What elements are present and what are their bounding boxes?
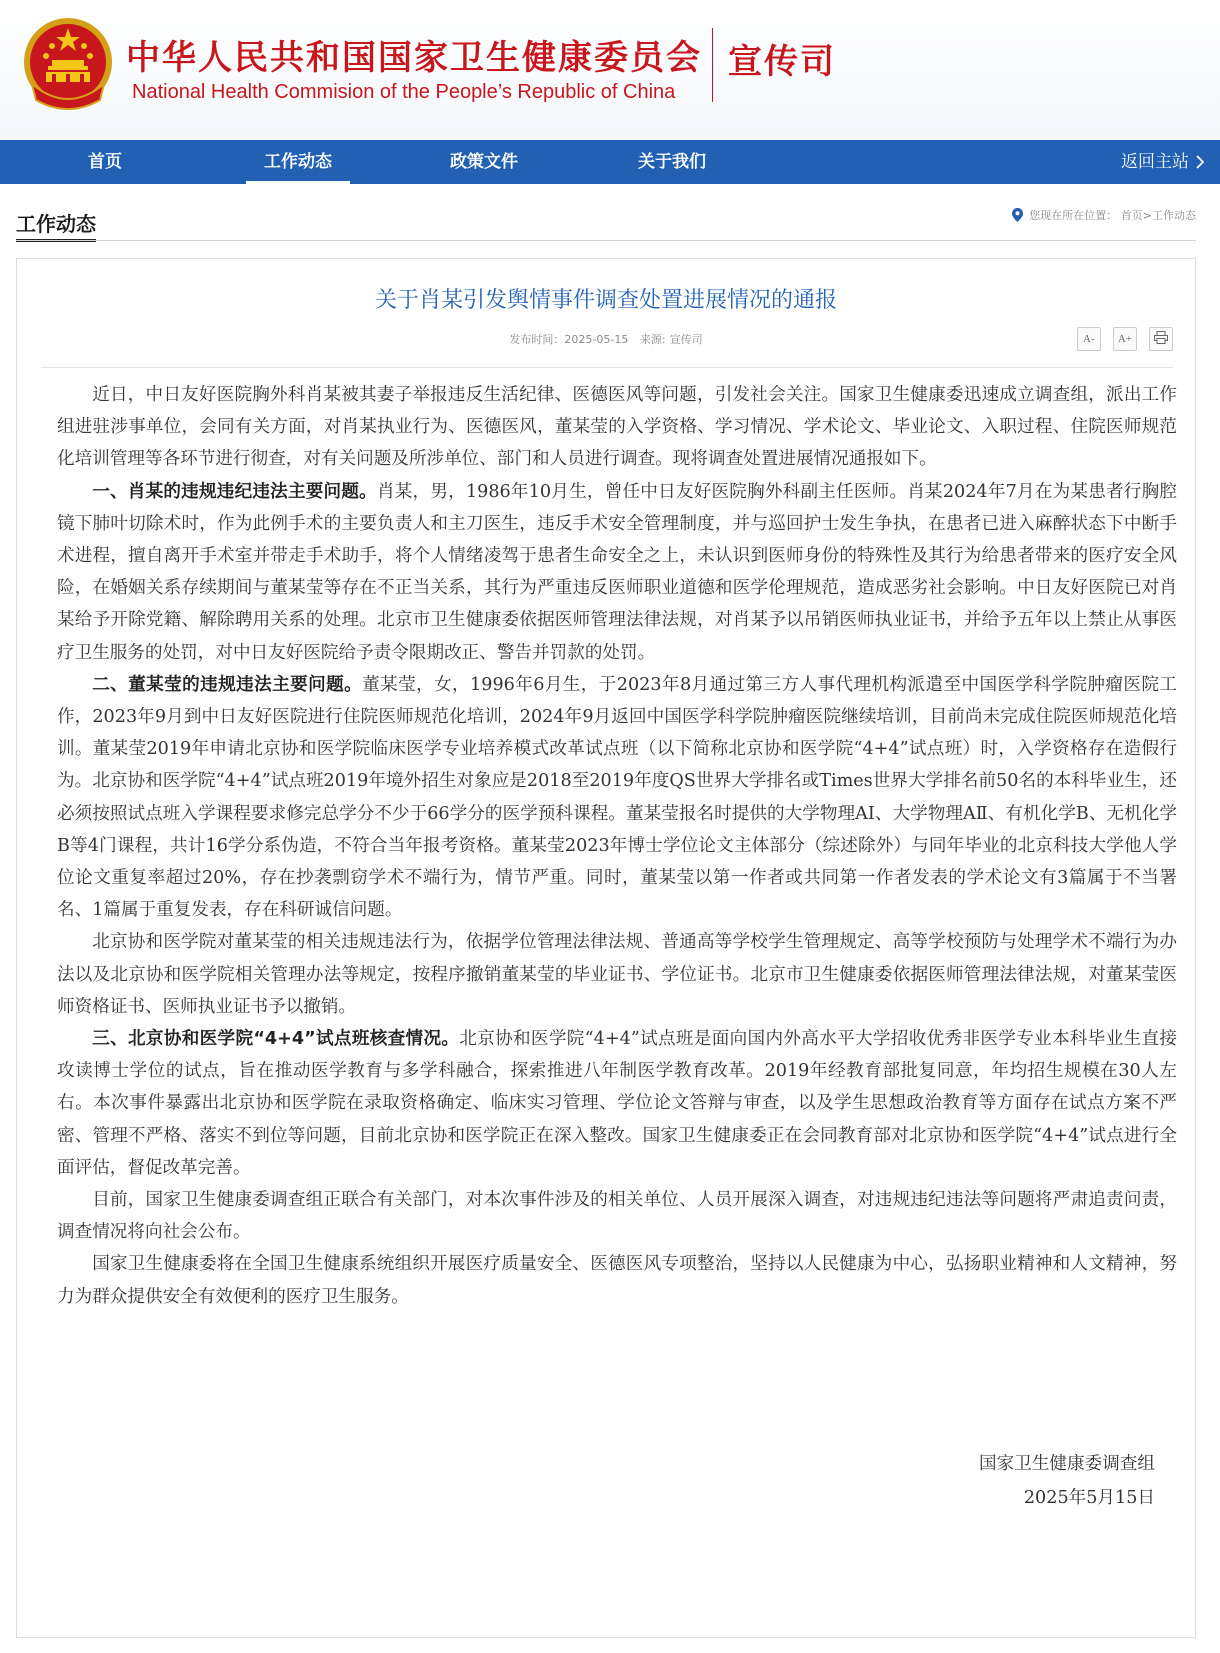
- paragraph: [57, 1023, 1177, 1184]
- breadcrumb-prefix: 您现在所在位置：: [1029, 209, 1118, 222]
- main-nav: [0, 140, 1220, 184]
- signature-date: 2025年5月15日: [1023, 1488, 1155, 1508]
- section-divider: [16, 240, 1196, 241]
- paragraph: [57, 476, 1177, 669]
- breadcrumb-current[interactable]: 工作动态: [1152, 209, 1196, 222]
- paragraph: [57, 1184, 1177, 1248]
- article-container: [16, 258, 1196, 1638]
- paragraph-lead: 一、肖某的违规违纪违法主要问题。: [92, 481, 377, 502]
- signature-org: 国家卫生健康委调查组: [979, 1454, 1155, 1474]
- nav-item-home[interactable]: 首页: [88, 152, 122, 172]
- font-increase-button[interactable]: A+: [1113, 327, 1137, 351]
- breadcrumb-separator: >: [1142, 209, 1152, 222]
- paragraph-lead: 二、董某莹的违规违法主要问题。: [92, 674, 363, 695]
- paragraph: [57, 1248, 1177, 1312]
- font-decrease-button[interactable]: A-: [1077, 327, 1101, 351]
- article-title: 关于肖某引发舆情事件调查处置进展情况的通报: [374, 288, 837, 313]
- national-emblem-icon: [22, 14, 114, 114]
- nav-item-about-us[interactable]: 关于我们: [638, 152, 706, 172]
- paragraph-text: 国家卫生健康委将在全国卫生健康系统组织开展医疗质量安全、医德医风专项整治，坚持以人民健康为中心，弘扬职业精神和人文精神，努力为群众提供安全有效便利的医疗卫生服务。: [57, 1254, 1177, 1307]
- paragraph-text: 北京协和医学院对董某莹的相关违规违法行为，依据学位管理法律法规、普通高等学校学生管理规定、高等学校预防与处理学术不端行为办法以及北京协和医学院相关管理办法等规定，按程序撤销董某莹的毕业证书、学位证书。北京市卫生健康委依据医师管理法律法规，对董某莹医师资格证书、医师执业证书予以撤销。: [57, 932, 1177, 1017]
- location-pin-icon: [1012, 208, 1023, 222]
- site-header: [0, 0, 1220, 140]
- title-divider: [712, 28, 713, 102]
- department-name: 宣传司: [728, 42, 836, 82]
- nav-item-policy-docs[interactable]: 政策文件: [450, 152, 518, 172]
- paragraph-text: 肖某，男，1986年10月生，曾任中日友好医院胸外科副主任医师。肖某2024年7月在为某患者行胸腔镜下肺叶切除术时，作为此例手术的主要负责人和主刀医生，违反手术安全管理制度，并与巡回护士发生争执，在患者已进入麻醉状态下中断手术进程，擅自离开手术室并带走手术助手，将个人情绪凌驾于患者生命安全之上，未认识到医师身份的特殊性及其行为给患者带来的医疗安全风险，在婚姻关系存续期间与董某莹等存在不正当关系，其行为严重违反医师职业道德和医学伦理规范，造成恶劣社会影响。中日友好医院已对肖某给予开除党籍、解除聘用关系的处理。北京市卫生健康委依据医师管理法律法规，对肖某予以吊销医师执业证书，并给予五年以上禁止从事医疗卫生服务的处罚，对中日友好医院给予责令限期改正、警告并罚款的处罚。: [57, 481, 1177, 663]
- site-title-en: National Health Commision of the People’s Republic of China: [132, 81, 676, 103]
- source-value: 宣传司: [669, 333, 703, 346]
- back-link-label: 返回主站: [1121, 152, 1189, 172]
- paragraph-text: 北京协和医学院“4+4”试点班是面向国内外高水平大学招收优秀非医学专业本科毕业生直接攻读博士学位的试点，旨在推动医学教育与多学科融合，探索推进八年制医学教育改革。2019年经教育部批复同意，年均招生规模在30人左右。本次事件暴露出北京协和医学院在录取资格确定、临床实习管理、学位论文答辩与审查，以及学生思想政治教育等方面存在试点方案不严密、管理不严格、落实不到位等问题，目前北京协和医学院正在深入整改。国家卫生健康委正在会同教育部对北京协和医学院“4+4”试点进行全面评估，督促改革完善。: [57, 1029, 1178, 1178]
- paragraph: [57, 926, 1177, 1023]
- back-to-main-site-link[interactable]: [1121, 140, 1204, 184]
- article-body: [57, 379, 1177, 1313]
- print-button[interactable]: [1149, 327, 1173, 351]
- nav-item-work-news[interactable]: 工作动态: [246, 140, 350, 184]
- breadcrumb: [1012, 207, 1196, 223]
- publish-date: [509, 333, 628, 346]
- site-title-cn: 中华人民共和国国家卫生健康委员会: [126, 38, 702, 78]
- article-tools: [1070, 327, 1173, 351]
- paragraph: [57, 669, 1177, 927]
- article-source: [640, 333, 703, 346]
- section-title: 工作动态: [16, 208, 96, 242]
- paragraph: [57, 379, 1177, 476]
- breadcrumb-home[interactable]: 首页: [1120, 209, 1143, 222]
- printer-icon: [1154, 331, 1168, 344]
- paragraph-text: 董某莹，女，1996年6月生，于2023年8月通过第三方人事代理机构派遣至中国医学科学院肿瘤医院工作，2023年9月到中日友好医院进行住院医师规范化培训，2024年9月返回中国医学科学院肿瘤医院继续培训，目前尚未完成住院医师规范化培训。董某莹2019年申请北京协和医学院临床医学专业培养模式改革试点班（以下简称北京协和医学院“4+4”试点班）时，入学资格存在造假行为。北京协和医学院“4+4”试点班2019年境外招生对象应是2018至2019年度QS世界大学排名或Times世界大学排名前50名的本科毕业生，还必须按照试点班入学课程要求修完总学分不少于66学分的医学预科课程。董某莹报名时提供的大学物理AⅠ、大学物理AⅡ、有机化学B、无机化学B等4门课程，共计16学分系伪造，不符合当年报考资格。董某莹2023年博士学位论文主体部分（综述除外）与同年毕业的北京科技大学他人学位论文重复率超过20%，存在抄袭剽窃学术不端行为，情节严重。同时，董某莹以第一作者或共同第一作者发表的学术论文有3篇属于不当署名、1篇属于重复发表，存在科研诚信问题。: [57, 674, 1177, 921]
- chevron-right-icon: [1195, 155, 1204, 169]
- paragraph-text: 目前，国家卫生健康委调查组正联合有关部门，对本次事件涉及的相关单位、人员开展深入调查，对违规违纪违法等问题将严肃追责问责，调查情况将向社会公布。: [57, 1190, 1177, 1243]
- source-label: 来源:: [639, 333, 666, 346]
- paragraph-lead: 三、北京协和医学院“4+4”试点班核查情况。: [92, 1029, 460, 1050]
- paragraph-text: 近日，中日友好医院胸外科肖某被其妻子举报违反生活纪律、医德医风等问题，引发社会关注。国家卫生健康委迅速成立调查组，派出工作组进驻涉事单位，会同有关方面，对肖某执业行为、医德医风，董某莹的入学资格、学习情况、学术论文、毕业论文、入职过程、住院医师规范化培训管理等各环节进行彻查，对有关问题及所涉单位、部门和人员进行调查。现将调查处置进展情况通报如下。: [57, 385, 1177, 470]
- publish-date-value: 2025-05-15: [564, 333, 629, 346]
- signature-block: [979, 1447, 1155, 1515]
- meta-divider: [41, 367, 1173, 368]
- publish-date-label: 发布时间：: [509, 333, 565, 346]
- article-meta: [17, 331, 1195, 347]
